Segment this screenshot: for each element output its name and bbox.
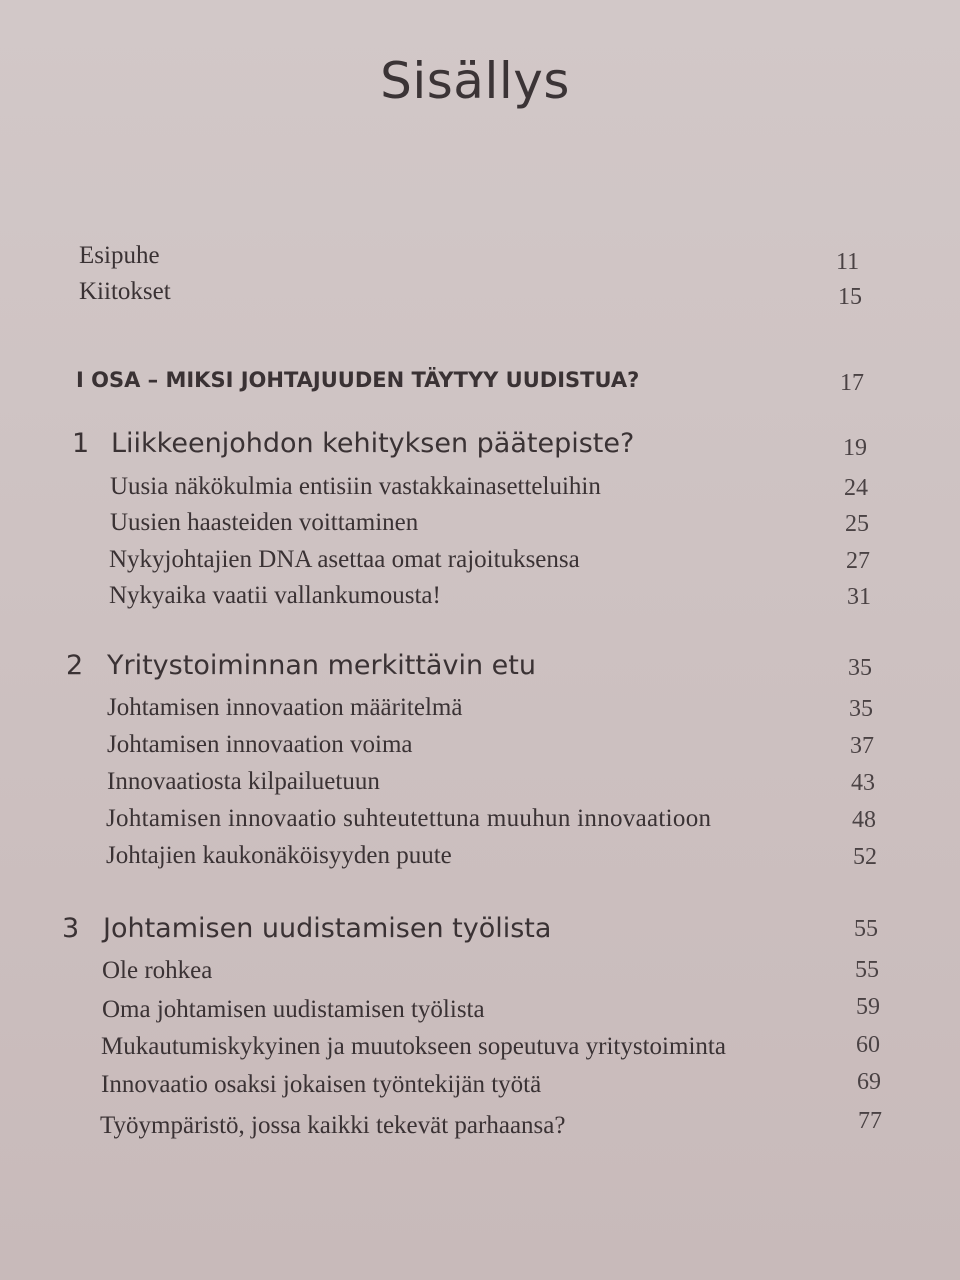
toc-section: Johtajien kaukonäköisyyden puute — [106, 842, 452, 869]
toc-label: I OSA – MIKSI JOHTAJUUDEN TÄYTYY UUDISTUA? — [76, 368, 640, 392]
toc-label: Johtamisen uudistamisen työlista — [103, 913, 552, 944]
toc-label: Yritystoiminnan merkittävin etu — [107, 650, 536, 681]
toc-section: Oma johtamisen uudistamisen työlista — [102, 996, 485, 1023]
toc-page: 15 — [838, 284, 862, 310]
toc-page: 35 — [849, 696, 873, 722]
chapter-number: 2 — [66, 650, 84, 681]
toc-label: Liikkeenjohdon kehityksen päätepiste? — [111, 428, 635, 459]
toc-section: Innovaatiosta kilpailuetuun — [107, 768, 380, 795]
toc-section: Uusia näkökulmia entisiin vastakkainasetteluihin — [110, 473, 601, 500]
toc-section: Ole rohkea — [102, 957, 213, 984]
toc-section: Mukautumiskykyinen ja muutokseen sopeutuva yritystoiminta — [101, 1033, 726, 1060]
toc-section: Nykyaika vaatii vallankumousta! — [109, 582, 441, 609]
toc-page: 52 — [853, 844, 877, 870]
toc-label: Kiitokset — [79, 278, 171, 305]
chapter-number: 3 — [62, 913, 80, 944]
toc-page: 43 — [851, 770, 875, 796]
toc-section: Nykyjohtajien DNA asettaa omat rajoituksensa — [109, 546, 580, 573]
toc-section: Uusien haasteiden voittaminen — [110, 509, 419, 536]
toc-page: 31 — [847, 584, 871, 610]
toc-page: 19 — [843, 435, 867, 461]
toc-label: Esipuhe — [79, 242, 160, 269]
toc-page: 24 — [844, 475, 868, 501]
toc-page: 55 — [855, 957, 879, 983]
toc-page: 27 — [846, 548, 870, 574]
toc-section: Johtamisen innovaation määritelmä — [107, 694, 463, 721]
page-title: Sisällys — [380, 52, 570, 110]
toc-section: Johtamisen innovaation voima — [107, 731, 413, 758]
toc-section: Työympäristö, jossa kaikki tekevät parhaansa? — [100, 1112, 566, 1139]
toc-page: 17 — [840, 370, 864, 396]
toc-page: 77 — [858, 1108, 882, 1134]
toc-page: 48 — [852, 807, 876, 833]
toc-page: 35 — [848, 655, 872, 681]
toc-section: Innovaatio osaksi jokaisen työntekijän työtä — [101, 1071, 542, 1098]
toc-page: 37 — [850, 733, 874, 759]
toc-page: 25 — [845, 511, 869, 537]
toc-page: 11 — [836, 249, 860, 275]
toc-page: 60 — [856, 1032, 880, 1058]
toc-page: 59 — [856, 994, 880, 1020]
chapter-number: 1 — [72, 428, 90, 459]
toc-page: 55 — [854, 916, 878, 942]
toc-section: Johtamisen innovaatio suhteutettuna muuhun innovaatioon — [106, 805, 712, 832]
toc-page: 69 — [857, 1069, 881, 1095]
